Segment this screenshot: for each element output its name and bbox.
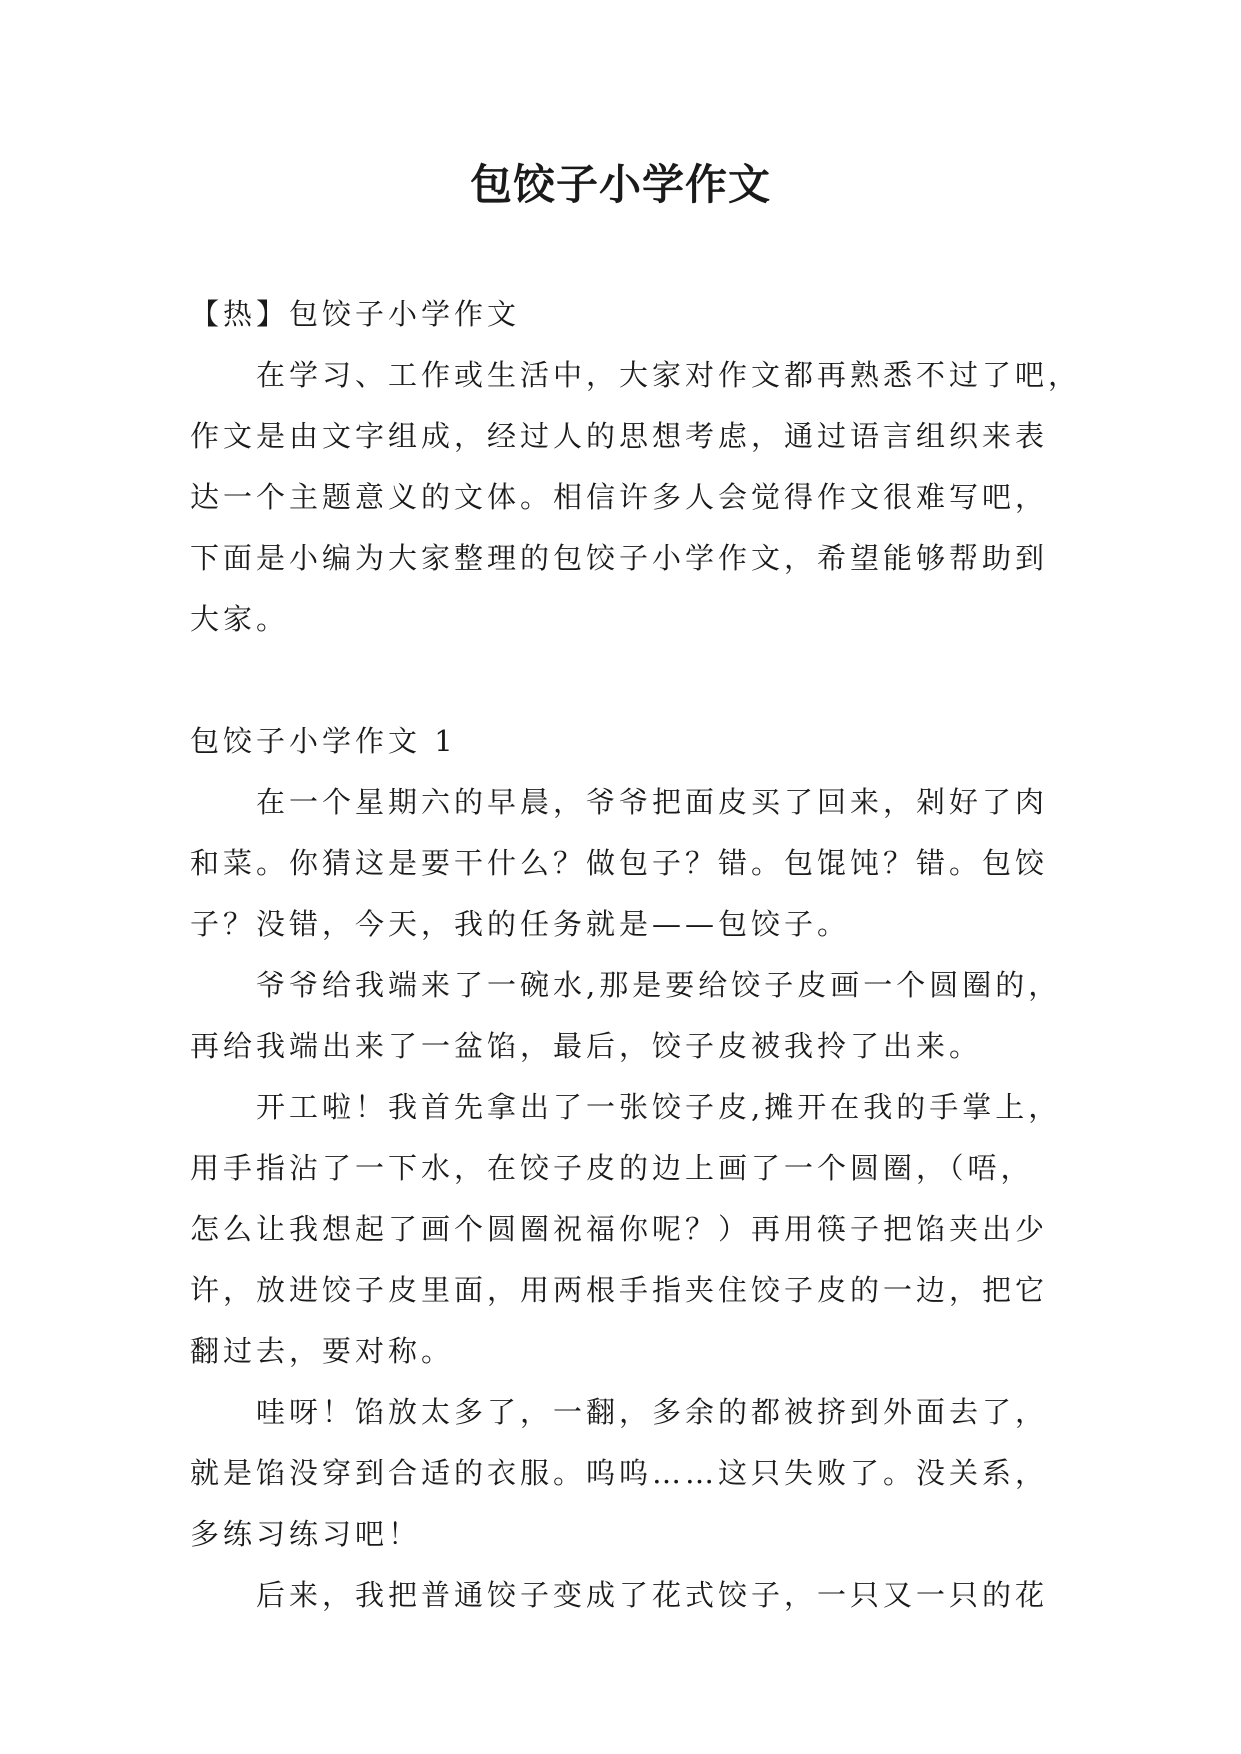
paragraph-line: 就是馅没穿到合适的衣服。呜呜……这只失败了。没关系， — [190, 1456, 1049, 1490]
paragraph-line: 后来，我把普通饺子变成了花式饺子，一只又一只的花 — [256, 1578, 1049, 1612]
paragraph-line: 翻过去，要对称。 — [190, 1334, 455, 1368]
document-title: 包饺子小学作文 — [469, 160, 771, 209]
document-body — [190, 284, 1082, 1626]
paragraph-line: 再给我端出来了一盆馅，最后，饺子皮被我拎了出来。 — [190, 1029, 983, 1063]
intro-line: 下面是小编为大家整理的包饺子小学作文，希望能够帮助到 — [190, 541, 1049, 575]
essay-paragraph — [190, 1382, 1070, 1565]
intro-line: 大家。 — [190, 602, 290, 636]
paragraph-line: 和菜。你猜这是要干什么？做包子？错。包馄饨？错。包饺 — [190, 846, 1049, 880]
essay-paragraph — [190, 772, 1070, 955]
paragraph-line: 多练习练习吧！ — [190, 1517, 422, 1551]
paragraph-line: 开工啦！我首先拿出了一张饺子皮,摊开在我的手掌上， — [256, 1090, 1062, 1124]
intro-line: 达一个主题意义的文体。相信许多人会觉得作文很难写吧， — [190, 480, 1049, 514]
paragraph-line: 爷爷给我端来了一碗水,那是要给饺子皮画一个圆圈的， — [256, 968, 1062, 1002]
paragraph-line: 怎么让我想起了画个圆圈祝福你呢？）再用筷子把馅夹出少 — [190, 1212, 1049, 1246]
blank-line — [190, 650, 1070, 711]
essay-paragraph — [190, 955, 1070, 1077]
paragraph-line: 用手指沾了一下水，在饺子皮的边上画了一个圆圈，（唔， — [190, 1151, 1034, 1185]
paragraph-line: 子？没错，今天，我的任务就是——包饺子。 — [190, 907, 851, 941]
intro-line: 在学习、工作或生活中，大家对作文都再熟悉不过了吧， — [256, 358, 1082, 392]
essay-paragraph — [190, 1565, 1070, 1626]
essay-paragraph — [190, 1077, 1070, 1382]
intro-paragraph — [190, 345, 1082, 650]
section-heading: 包饺子小学作文 1 — [190, 724, 457, 758]
paragraph-line: 许，放进饺子皮里面，用两根手指夹住饺子皮的一边，把它 — [190, 1273, 1049, 1307]
subtitle: 【热】包饺子小学作文 — [190, 297, 521, 331]
intro-line: 作文是由文字组成，经过人的思想考虑，通过语言组织来表 — [190, 419, 1049, 453]
paragraph-line: 哇呀！馅放太多了，一翻，多余的都被挤到外面去了， — [256, 1395, 1049, 1429]
paragraph-line: 在一个星期六的早晨，爷爷把面皮买了回来，剁好了肉 — [256, 785, 1049, 819]
